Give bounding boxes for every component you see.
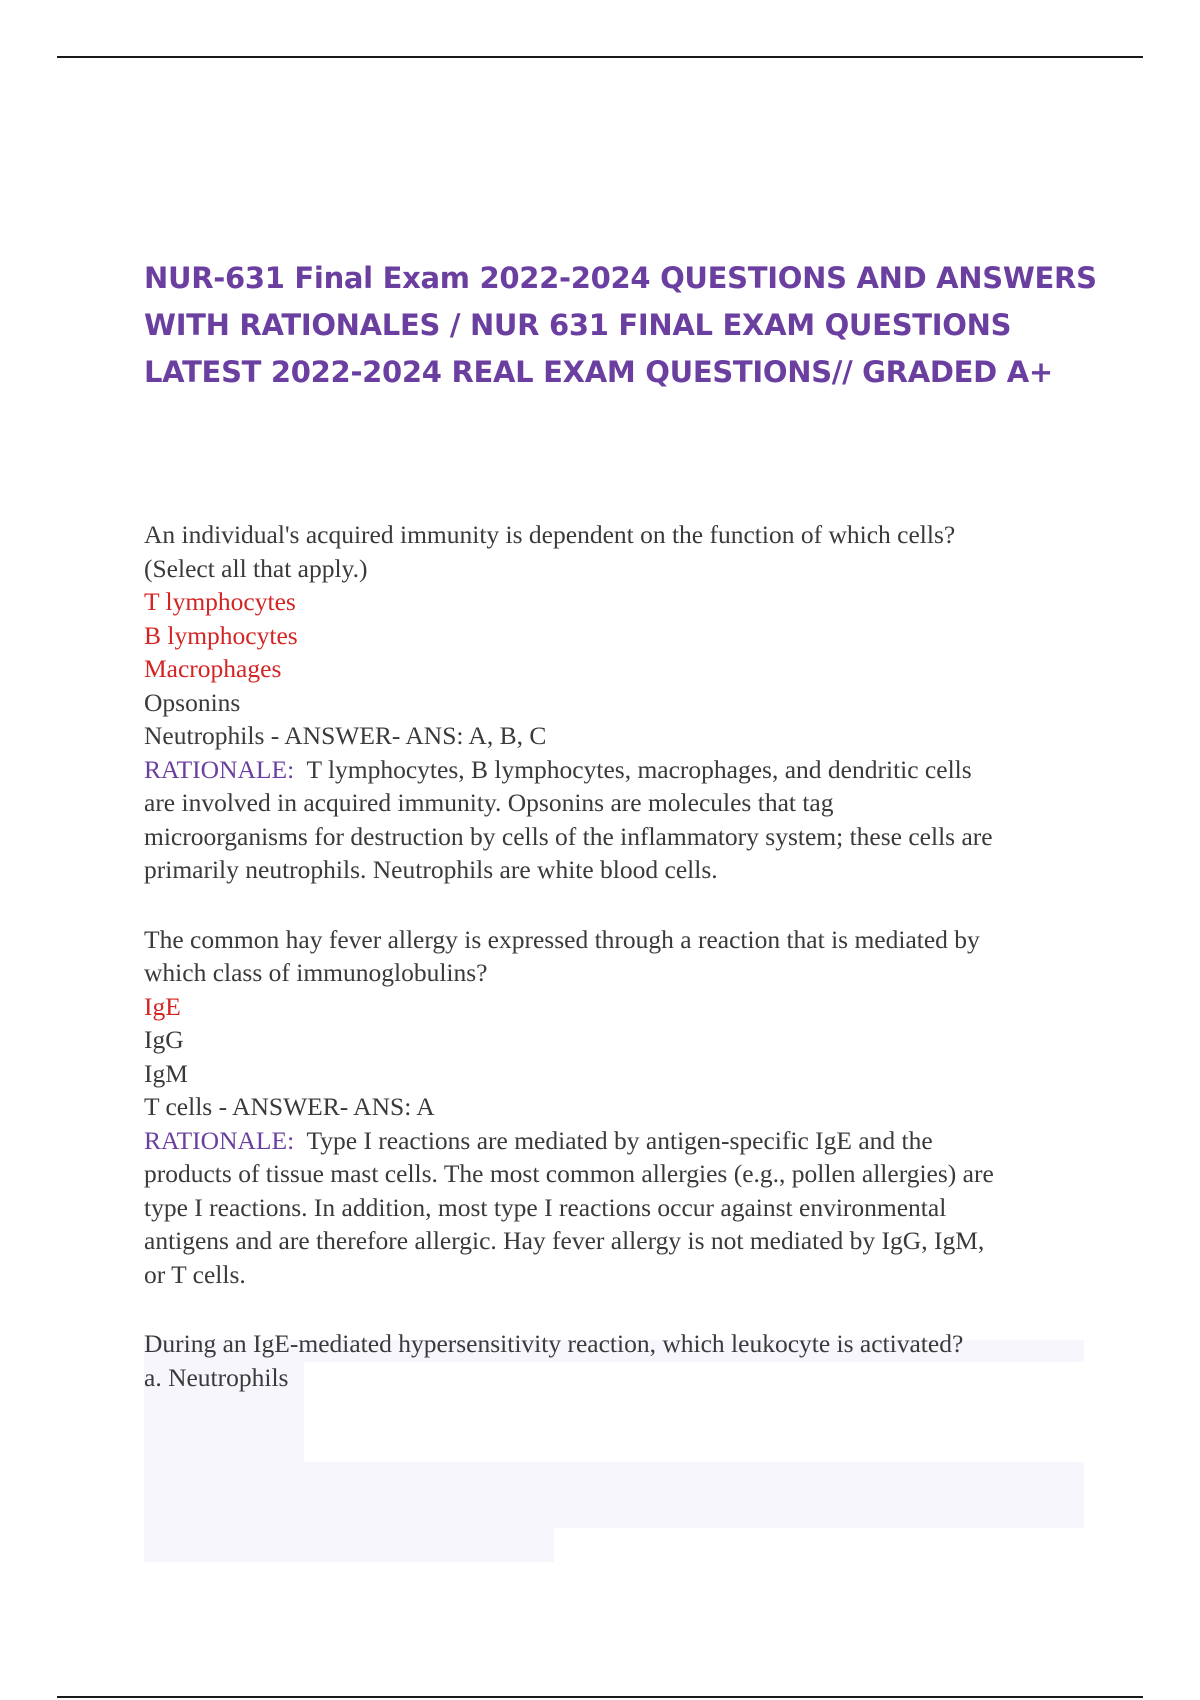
rationale-line: microorganisms for destruction by cells of the inflammatory system; these cells are [144,821,993,851]
question-stem: During an IgE-mediated hypersensitivity reaction, which leukocyte is activated? [144,1329,964,1358]
rationale-line: products of tissue mast cells. The most common allergies (e.g., pollen allergies) are [144,1159,994,1188]
rationale-line: type I reactions. In addition, most type I reactions occur against environmental [144,1192,947,1222]
answer-option-with-key: T cells - ANSWER- ANS: A [144,1092,435,1121]
answer-option-correct: B lymphocytes [144,620,298,650]
rationale-line: antigens and are therefore allergic. Hay fever allergy is not mediated by IgG, IgM, [144,1226,985,1255]
rationale-line: or T cells. [144,1259,246,1289]
answer-option-correct: Macrophages [144,654,282,683]
answer-option-correct: IgE [144,991,181,1021]
rationale-text: Type I reactions are mediated by antigen-specific IgE and the [306,1125,933,1155]
question-2 [144,923,1094,1292]
question-stem: (Select all that apply.) [144,553,368,583]
document-title [144,255,1104,396]
answer-option: IgG [144,1025,184,1054]
exam-content [144,518,1094,1394]
answer-option: IgM [144,1058,188,1088]
answer-option-correct: T lymphocytes [144,587,296,616]
rationale-line [144,753,1094,787]
top-rule [57,56,1143,58]
question-stem: which class of immunoglobulins? [144,958,488,987]
rationale-line: primarily neutrophils. Neutrophils are white blood cells. [144,855,718,884]
answer-option: Opsonins [144,687,241,717]
title-line: LATEST 2022-2024 REAL EXAM QUESTIONS// GRADED A+ [144,355,1053,389]
preview-shade [144,1528,554,1562]
rationale-label: RATIONALE: [144,754,295,784]
rationale-line [144,1124,1094,1158]
question-1 [144,518,1094,887]
rationale-label: RATIONALE: [144,1125,295,1155]
answer-option: a. Neutrophils [144,1362,289,1392]
title-line: NUR-631 Final Exam 2022-2024 QUESTIONS AND ANSWERS [144,261,1097,295]
rationale-text: T lymphocytes, B lymphocytes, macrophages, and dendritic cells [306,754,972,784]
bottom-rule [57,1696,1143,1698]
preview-shade [144,1462,1084,1528]
answer-option-with-key: Neutrophils - ANSWER- ANS: A, B, C [144,721,547,750]
question-stem: An individual's acquired immunity is dependent on the function of which cells? [144,520,956,549]
question-stem: The common hay fever allergy is expressed through a reaction that is mediated by [144,924,980,954]
rationale-line: are involved in acquired immunity. Opsonins are molecules that tag [144,788,834,817]
title-line: WITH RATIONALES / NUR 631 FINAL EXAM QUESTIONS [144,308,1012,342]
question-3 [144,1327,1094,1394]
